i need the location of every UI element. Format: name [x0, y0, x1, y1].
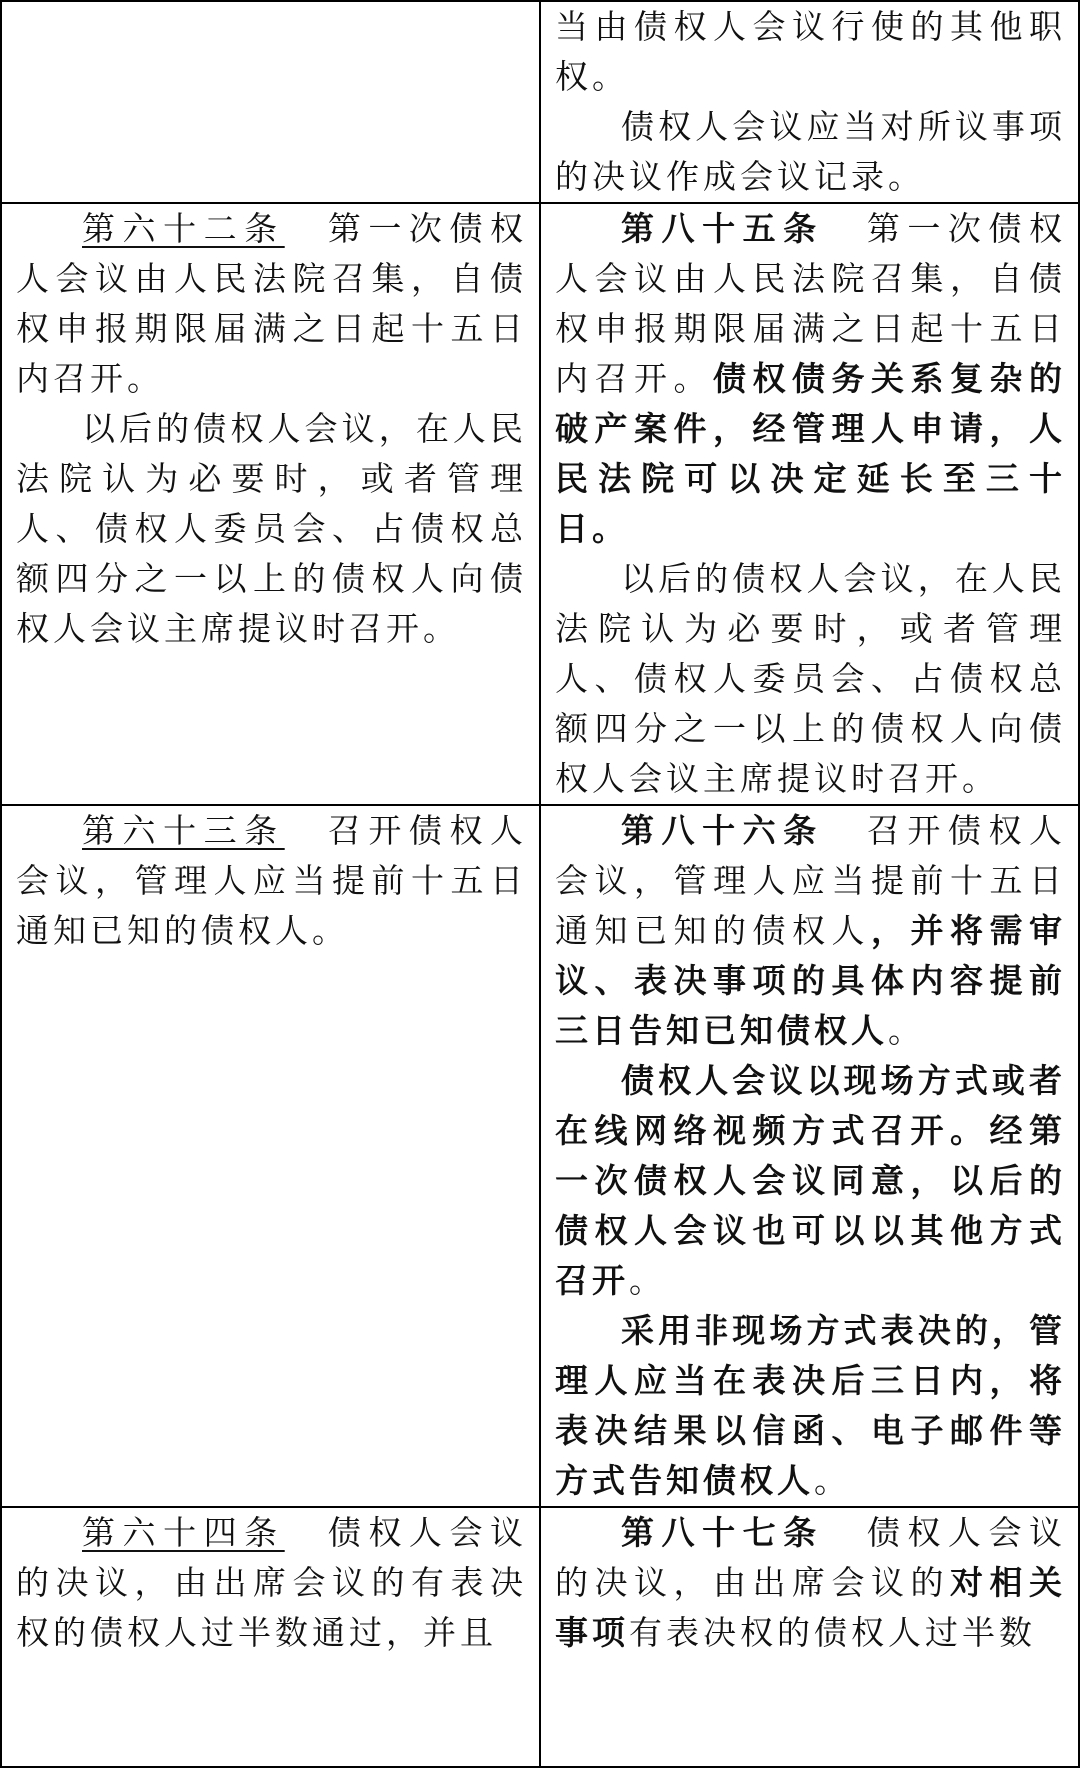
new-law-cell	[540, 1507, 1079, 1767]
paragraph: 第六十三条 召开债权人会议，管理人应当提前十五日通知已知的债权人。	[16, 811, 528, 950]
article-number: 第六十三条	[82, 811, 285, 850]
article-number: 第六十二条	[82, 209, 285, 248]
new-law-cell	[540, 203, 1079, 805]
paragraph: 当由债权人会议行使的其他职权。	[555, 7, 1066, 96]
paragraph: 以后的债权人会议，在人民法院认为必要时，或者管理人、债权人委员会、占债权总额四分之一以上的债权人向债权人会议主席提议时召开。	[555, 559, 1066, 798]
added-text: 债权人会议以现场方式或者在线网络视频方式召开。经第一次债权人会议同意，以后的债权人会议也可以以其他方式召开	[555, 1061, 1066, 1300]
paragraph: 债权人会议以现场方式或者在线网络视频方式召开。经第一次债权人会议同意，以后的债权人会议也可以以其他方式召开。	[555, 1061, 1066, 1300]
old-law-cell	[1, 203, 540, 805]
paragraph: 第八十五条 第一次债权人会议由人民法院召集，自债权申报期限届满之日起十五日内召开。债权债务关系复杂的破产案件，经管理人申请，人民法院可以决定延长至三十日。	[555, 209, 1067, 548]
paragraph: 采用非现场方式表决的，管理人应当在表决后三日内，将表决结果以信函、电子邮件等方式告知债权人。	[555, 1311, 1066, 1500]
paragraph: 第八十六条 召开债权人会议，管理人应当提前十五日通知已知的债权人，并将需审议、表决事项的具体内容提前三日告知已知债权人。	[555, 811, 1067, 1050]
added-text: ，并将需审议、表决事项的具体内容提前三日告知已知债权人	[555, 911, 1066, 1050]
old-law-cell	[1, 805, 540, 1507]
new-law-cell	[540, 1, 1079, 203]
old-law-cell	[1, 1507, 540, 1767]
table-row	[1, 1, 1079, 203]
added-text: 对相关事项	[555, 1563, 1066, 1652]
paragraph: 以后的债权人会议，在人民法院认为必要时，或者管理人、债权人委员会、占债权总额四分之一以上的债权人向债权人会议主席提议时召开。	[16, 409, 527, 648]
table-row	[1, 805, 1079, 1507]
table-row	[1, 203, 1079, 805]
paragraph: 第八十七条 债权人会议的决议，由出席会议的对相关事项有表决权的债权人过半数	[555, 1513, 1067, 1652]
article-number: 第八十五条	[621, 209, 824, 248]
table-row	[1, 1507, 1079, 1767]
article-number: 第六十四条	[82, 1513, 285, 1552]
paragraph: 债权人会议应当对所议事项的决议作成会议记录。	[555, 107, 1066, 196]
article-number: 第八十七条	[621, 1513, 824, 1552]
paragraph: 第六十四条 债权人会议的决议，由出席会议的有表决权的债权人过半数通过，并且	[16, 1513, 528, 1652]
new-law-cell	[540, 805, 1079, 1507]
added-text: 债权债务关系复杂的破产案件，经管理人申请，人民法院可以决定延长至三十日。	[555, 359, 1066, 548]
article-number: 第八十六条	[621, 811, 824, 850]
old-law-cell	[1, 1, 540, 203]
added-text: 采用非现场方式表决的，管理人应当在表决后三日内，将表决结果以信函、电子邮件等方式告知债权人	[555, 1311, 1066, 1500]
paragraph: 第六十二条 第一次债权人会议由人民法院召集，自债权申报期限届满之日起十五日内召开。	[16, 209, 528, 398]
